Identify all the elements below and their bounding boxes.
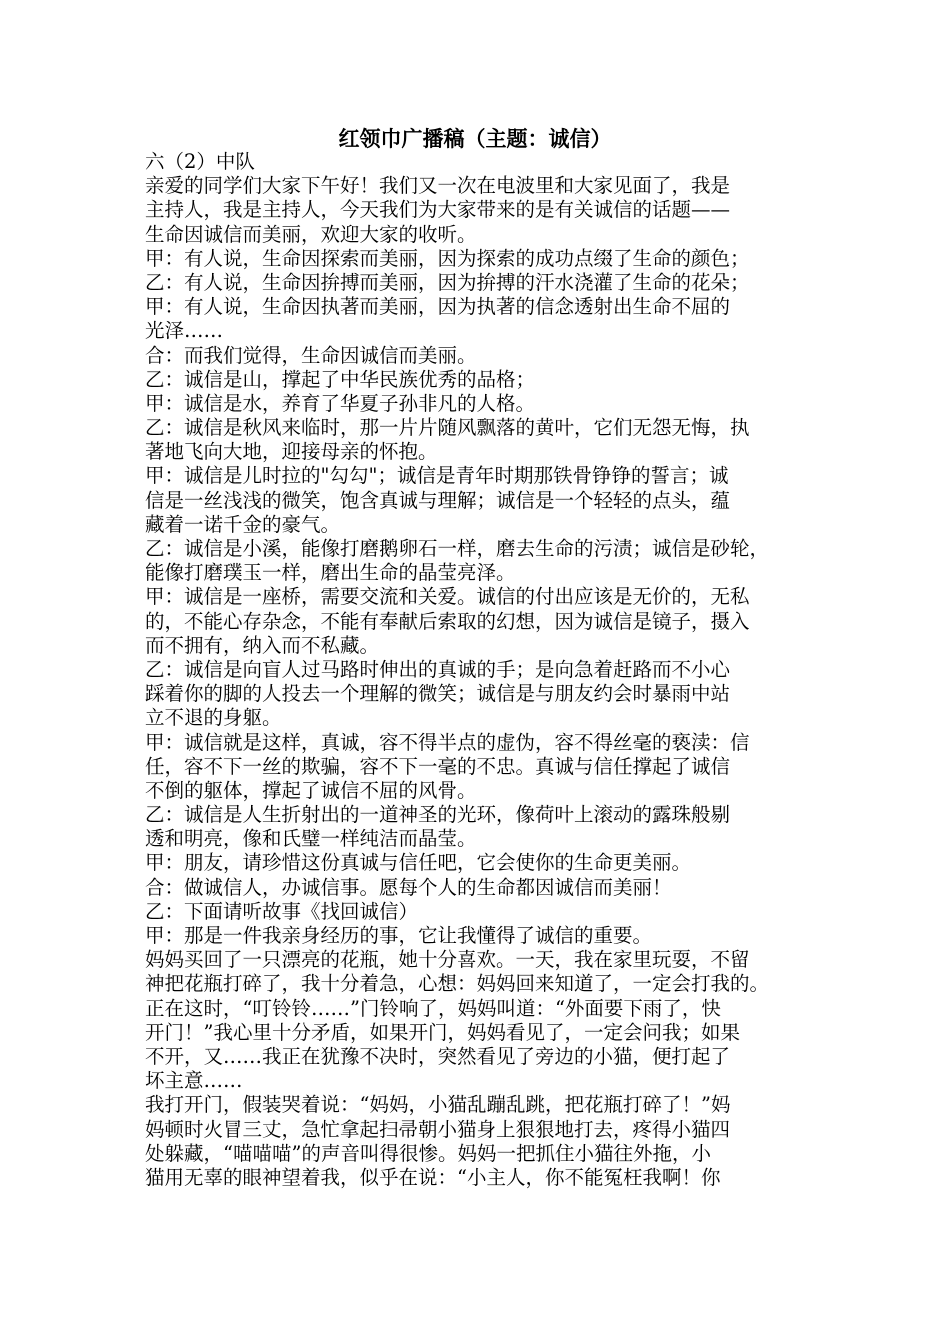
text-line: 妈顿时火冒三丈，急忙拿起扫帚朝小猫身上狠狠地打去，疼得小猫四 [145,1117,731,1141]
text-line: 甲：朋友，请珍惜这份真诚与信任吧，它会使你的生命更美丽。 [145,851,692,875]
text-line: 立不退的身躯。 [145,706,282,730]
text-line: 任，容不下一丝的欺骗，容不下一毫的不忠。真诚与信任撑起了诚信 [145,754,731,778]
text-line: 妈妈买回了一只漂亮的花瓶，她十分喜欢。一天，我在家里玩耍，不留 [145,948,750,972]
text-line: 甲：有人说，生命因探索而美丽，因为探索的成功点缀了生命的颜色； [145,246,750,270]
text-line: 合：做诚信人，办诚信事。愿每个人的生命都因诚信而美丽！ [145,875,672,899]
text-line: 透和明亮，像和氏璧一样纯洁而晶莹。 [145,827,477,851]
text-line: 踩着你的脚的人投去一个理解的微笑；诚信是与朋友约会时暴雨中站 [145,682,731,706]
text-line: 乙：有人说，生命因拚搏而美丽，因为拚搏的汗水浇灌了生命的花朵； [145,270,750,294]
text-line: 甲：诚信是一座桥，需要交流和关爱。诚信的付出应该是无价的，无私 [145,585,750,609]
text-line: 乙：诚信是小溪，能像打磨鹅卵石一样，磨去生命的污渍；诚信是砂轮， [145,537,770,560]
text-line: 乙：下面请听故事《找回诚信） [145,899,419,923]
text-line: 而不拥有，纳入而不私藏。 [145,633,380,657]
text-line: 乙：诚信是人生折射出的一道神圣的光环，像荷叶上滚动的露珠般剔 [145,803,731,827]
document-title: 红领巾广播稿（主题：诚信） [338,126,612,151]
text-line: 乙：诚信是秋风来临时，那一片片随风飘落的黄叶，它们无怨无悔，执 [145,416,750,440]
text-line: 信是一丝浅浅的微笑，饱含真诚与理解；诚信是一个轻轻的点头，蕴 [145,488,731,512]
text-line: 不倒的躯体，撑起了诚信不屈的风骨。 [145,778,477,802]
text-line: 的，不能心存杂念，不能有奉献后索取的幻想，因为诚信是镜子，摄入 [145,609,750,633]
text-line: 能像打磨璞玉一样，磨出生命的晶莹亮泽。 [145,561,516,585]
text-line: 六（2）中队 [145,150,255,173]
text-line: 开门！”我心里十分矛盾，如果开门，妈妈看见了，一定会问我；如果 [145,1020,740,1044]
text-line: 坏主意…… [145,1069,243,1093]
text-line: 甲：那是一件我亲身经历的事，它让我懂得了诚信的重要。 [145,924,653,947]
text-line: 正在这时，“叮铃铃……”门铃响了，妈妈叫道：“外面要下雨了，快 [145,996,721,1020]
text-line: 光泽…… [145,319,224,343]
text-line: 我打开门，假装哭着说：“妈妈，小猫乱蹦乱跳，把花瓶打碎了！”妈 [145,1093,731,1117]
text-line: 猫用无辜的眼神望着我，似乎在说：“小主人，你不能冤枉我啊！你 [145,1165,721,1189]
text-line: 神把花瓶打碎了，我十分着急，心想：妈妈回来知道了，一定会打我的。 [145,972,770,996]
text-line: 甲：诚信是水，养育了华夏子孙非凡的人格。 [145,391,536,415]
text-line: 甲：诚信就是这样，真诚，容不得半点的虚伪，容不得丝毫的亵渎：信 [145,730,750,754]
text-line: 藏着一诺千金的豪气。 [145,512,341,536]
text-line: 乙：诚信是向盲人过马路时伸出的真诚的手；是向急着赶路而不小心 [145,657,731,681]
text-line: 甲：有人说，生命因执著而美丽，因为执著的信念透射出生命不屈的 [145,295,731,319]
text-line: 处躲藏，“喵喵喵”的声音叫得很惨。妈妈一把抓住小猫往外拖，小 [145,1141,711,1165]
document-body [145,150,825,1190]
text-line: 合：而我们觉得，生命因诚信而美丽。 [145,343,477,367]
text-line: 生命因诚信而美丽，欢迎大家的收听。 [145,222,477,246]
text-line: 主持人，我是主持人，今天我们为大家带来的是有关诚信的话题—— [145,198,731,222]
text-line: 亲爱的同学们大家下午好！我们又一次在电波里和大家见面了，我是 [145,174,731,198]
text-line: 甲：诚信是儿时拉的"勾勾"；诚信是青年时期那铁骨铮铮的誓言；诚 [145,464,729,488]
text-line: 乙：诚信是山，撑起了中华民族优秀的品格； [145,367,536,391]
text-line: 不开，又……我正在犹豫不决时，突然看见了旁边的小猫，便打起了 [145,1044,731,1068]
text-line: 著地飞向大地，迎接母亲的怀抱。 [145,440,438,464]
